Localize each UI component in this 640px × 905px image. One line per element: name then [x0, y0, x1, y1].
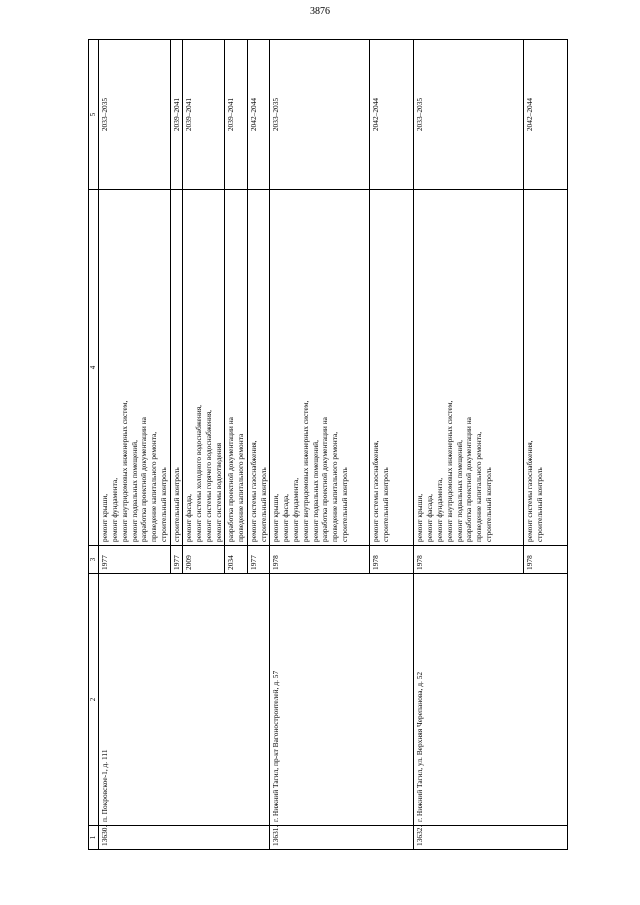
work-item: ремонт системы газоснабжения, — [371, 440, 381, 542]
table-row — [414, 40, 524, 850]
planned-period: 2039–2041 — [225, 40, 248, 190]
work-item: ремонт крыши, — [271, 493, 281, 542]
work-item: ремонт фасада, — [281, 494, 291, 542]
work-item: ремонт системы холодного водоснабжения, — [194, 405, 204, 542]
table-body — [99, 40, 568, 850]
work-item: ремонт фундамента, — [110, 477, 119, 542]
works-list — [370, 190, 414, 546]
work-item: ремонт фасада, — [184, 494, 194, 542]
planned-period: 2033–2035 — [270, 40, 370, 190]
work-item: ремонт фундамента, — [291, 477, 301, 542]
commission-year: 1978 — [370, 546, 414, 574]
work-item: ремонт внутридомовых инженерных систем, — [300, 400, 310, 542]
commission-year: 1978 — [524, 546, 568, 574]
work-item: ремонт подвальных помещений, — [454, 440, 464, 542]
works-list — [225, 190, 248, 546]
column-header: 2 — [89, 574, 99, 826]
commission-year: 1977 — [170, 546, 183, 574]
commission-year: 1978 — [270, 546, 370, 574]
column-header: 5 — [89, 40, 99, 190]
record-address: п. Покровское-1, д. 111 — [99, 574, 270, 826]
commission-year: 1977 — [99, 546, 170, 574]
planned-period: 2042–2044 — [370, 40, 414, 190]
page-number: 3876 — [310, 6, 330, 17]
works-list — [170, 190, 183, 546]
work-item: строительный контроль — [483, 467, 493, 542]
table-row — [270, 40, 370, 850]
work-item: строительный контроль — [171, 467, 181, 542]
work-item: строительный контроль — [158, 467, 168, 542]
works-list — [183, 190, 225, 546]
work-item: проведение капитального ремонта, — [474, 431, 484, 542]
planned-period: 2042–2044 — [247, 40, 270, 190]
work-item: ремонт фасада, — [425, 494, 435, 542]
column-number-row — [89, 40, 99, 850]
work-item: ремонт внутридомовых инженерных систем, — [444, 400, 454, 542]
works-list — [414, 190, 524, 546]
column-header: 4 — [89, 190, 99, 546]
work-item: разработка проектной документации на — [139, 417, 149, 542]
rotated-page — [88, 40, 543, 850]
commission-year: 2009 — [183, 546, 225, 574]
work-item: ремонт системы водоотведения — [213, 442, 223, 542]
work-item: ремонт системы газоснабжения, — [248, 440, 258, 542]
planned-period: 2033–2035 — [99, 40, 170, 190]
planned-period: 2033–2035 — [414, 40, 524, 190]
table-row — [99, 40, 170, 850]
commission-year: 1978 — [414, 546, 524, 574]
record-address: г. Нижний Тагил, пр-кт Вагоностроителей, д. 57 — [270, 574, 414, 826]
work-item: строительный контроль — [258, 467, 268, 542]
commission-year: 1977 — [247, 546, 270, 574]
work-item: проведение капитального ремонта, — [330, 431, 340, 542]
work-item: строительный контроль — [339, 467, 349, 542]
work-item: ремонт фундамента, — [435, 477, 445, 542]
work-item: ремонт системы газоснабжения, — [525, 440, 535, 542]
work-item: ремонт крыши, — [100, 493, 110, 542]
commission-year: 2034 — [225, 546, 248, 574]
work-item: ремонт подвальных помещений, — [129, 440, 139, 542]
planned-period: 2042–2044 — [524, 40, 568, 190]
works-list — [524, 190, 568, 546]
works-list — [99, 190, 170, 546]
work-item: ремонт подвальных помещений, — [310, 440, 320, 542]
planned-period: 2039–2041 — [170, 40, 183, 190]
work-item: проведение капитального ремонта, — [149, 431, 159, 542]
work-item: ремонт крыши, — [415, 493, 425, 542]
work-item: разработка проектной документации на — [320, 417, 330, 542]
work-item: разработка проектной документации на — [226, 417, 236, 542]
repair-schedule-table — [88, 39, 568, 850]
work-item: проведение капитального ремонта — [236, 433, 246, 542]
planned-period: 2039–2041 — [183, 40, 225, 190]
record-number: 13630. — [99, 826, 270, 850]
record-number: 13632. — [414, 826, 568, 850]
works-list — [247, 190, 270, 546]
column-header: 1 — [89, 826, 99, 850]
column-header: 3 — [89, 546, 99, 574]
work-item: строительный контроль — [381, 467, 391, 542]
work-item: строительный контроль — [535, 467, 545, 542]
work-item: ремонт системы горячего водоснабжения, — [203, 409, 213, 542]
work-item: разработка проектной документации на — [464, 417, 474, 542]
record-address: г. Нижний Тагил, ул. Верхняя Черепанова, д. 52 — [414, 574, 568, 826]
work-item: ремонт внутридомовых инженерных систем, — [119, 400, 129, 542]
works-list — [270, 190, 370, 546]
record-number: 13631. — [270, 826, 414, 850]
